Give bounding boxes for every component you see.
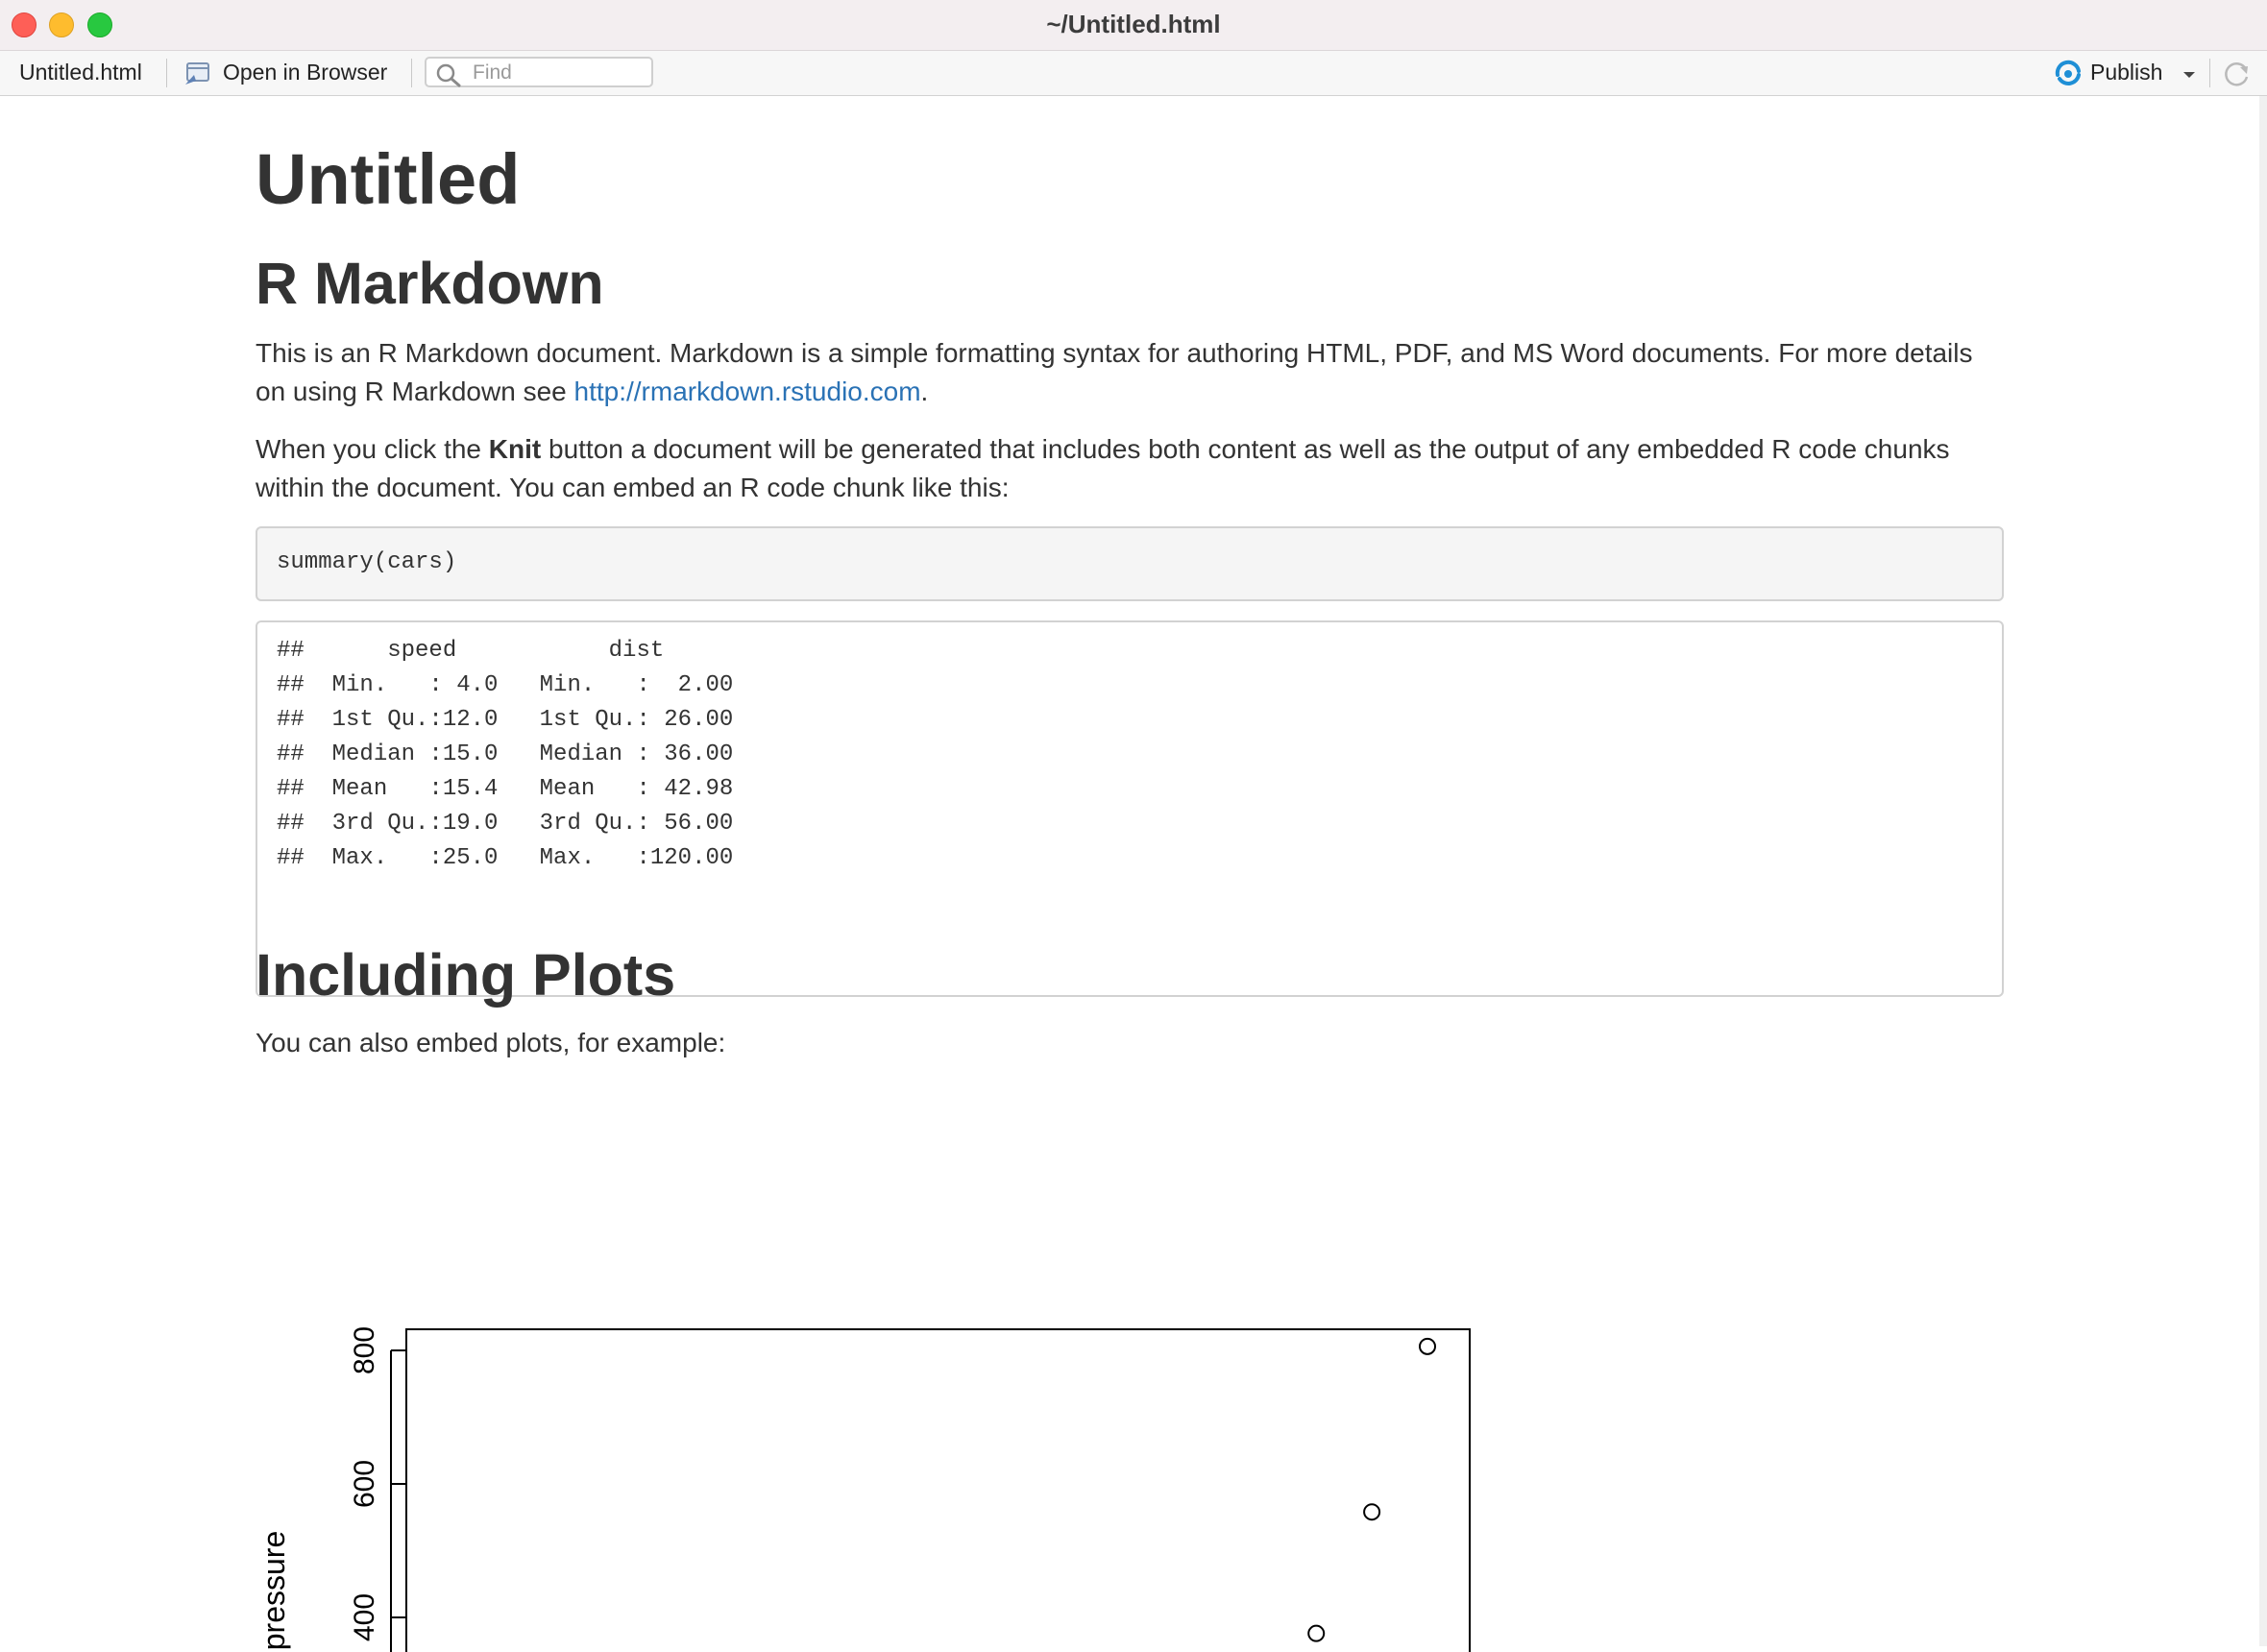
- y-tick-label: 600: [349, 1459, 380, 1509]
- data-point: [1364, 1504, 1379, 1519]
- code-chunk: summary(cars): [256, 526, 2004, 601]
- knit-text-post: button a document will be generated that includes both content as well as the output of any embedded R code chunks within the document. You can embed an R code chunk like this:: [256, 434, 1950, 502]
- browser-icon: [183, 61, 211, 86]
- y-tick-label: 800: [349, 1325, 380, 1375]
- output-line: ## 3rd Qu.:19.0 3rd Qu.: 56.00: [277, 811, 762, 837]
- toolbar-divider: [411, 59, 412, 87]
- section-heading-r-markdown: R Markdown: [256, 251, 604, 316]
- pressure-scatter-plot: [256, 1191, 1504, 1652]
- plot-frame: [406, 1329, 1470, 1652]
- file-tab[interactable]: Untitled.html: [19, 60, 142, 85]
- output-line: ## Mean :15.4 Mean : 42.98: [277, 776, 762, 802]
- data-point: [1420, 1339, 1435, 1354]
- toolbar-divider: [2209, 59, 2210, 87]
- output-line: ## Min. : 4.0 Min. : 2.00: [277, 672, 762, 698]
- publish-label: Publish: [2090, 60, 2163, 85]
- section-heading-including-plots: Including Plots: [256, 942, 676, 1008]
- data-point: [1308, 1626, 1324, 1641]
- knit-bold: Knit: [488, 434, 542, 464]
- output-line: ## Median :15.0 Median : 36.00: [277, 741, 762, 767]
- y-axis-label: pressure: [256, 1530, 291, 1651]
- vertical-scrollbar[interactable]: [2259, 96, 2267, 1646]
- chevron-down-icon[interactable]: [2182, 70, 2196, 80]
- intro-period: .: [920, 377, 929, 406]
- find-field[interactable]: [425, 57, 653, 87]
- knit-paragraph: [256, 430, 2004, 507]
- window-title-bar: [0, 0, 2267, 51]
- output-line: ## 1st Qu.:12.0 1st Qu.: 26.00: [277, 707, 762, 733]
- output-line: ## Max. :25.0 Max. :120.00: [277, 845, 762, 871]
- find-input[interactable]: [471, 61, 647, 85]
- intro-text: This is an R Markdown document. Markdown is a simple formatting syntax for authoring HTML, PDF, and MS Word documents. For more details on using R Markdown see: [256, 338, 1973, 406]
- y-tick-label: 400: [349, 1592, 380, 1642]
- publish-icon: [2052, 60, 2084, 88]
- rmarkdown-link[interactable]: http://rmarkdown.rstudio.com: [573, 377, 921, 406]
- open-in-browser-label: Open in Browser: [223, 60, 388, 85]
- refresh-icon[interactable]: [2223, 60, 2252, 88]
- window-title: ~/Untitled.html: [1046, 10, 1221, 38]
- viewer-toolbar: [0, 51, 2267, 96]
- toolbar-divider: [166, 59, 167, 87]
- knit-text-pre: When you click the: [256, 434, 489, 464]
- data-points: [419, 1339, 1435, 1652]
- y-axis: [349, 1326, 406, 1652]
- plots-paragraph: You can also embed plots, for example:: [256, 1028, 726, 1057]
- output-line: ## speed dist: [277, 638, 762, 664]
- search-icon: [435, 62, 462, 87]
- intro-paragraph: [256, 334, 2004, 411]
- document-title: Untitled: [256, 139, 521, 219]
